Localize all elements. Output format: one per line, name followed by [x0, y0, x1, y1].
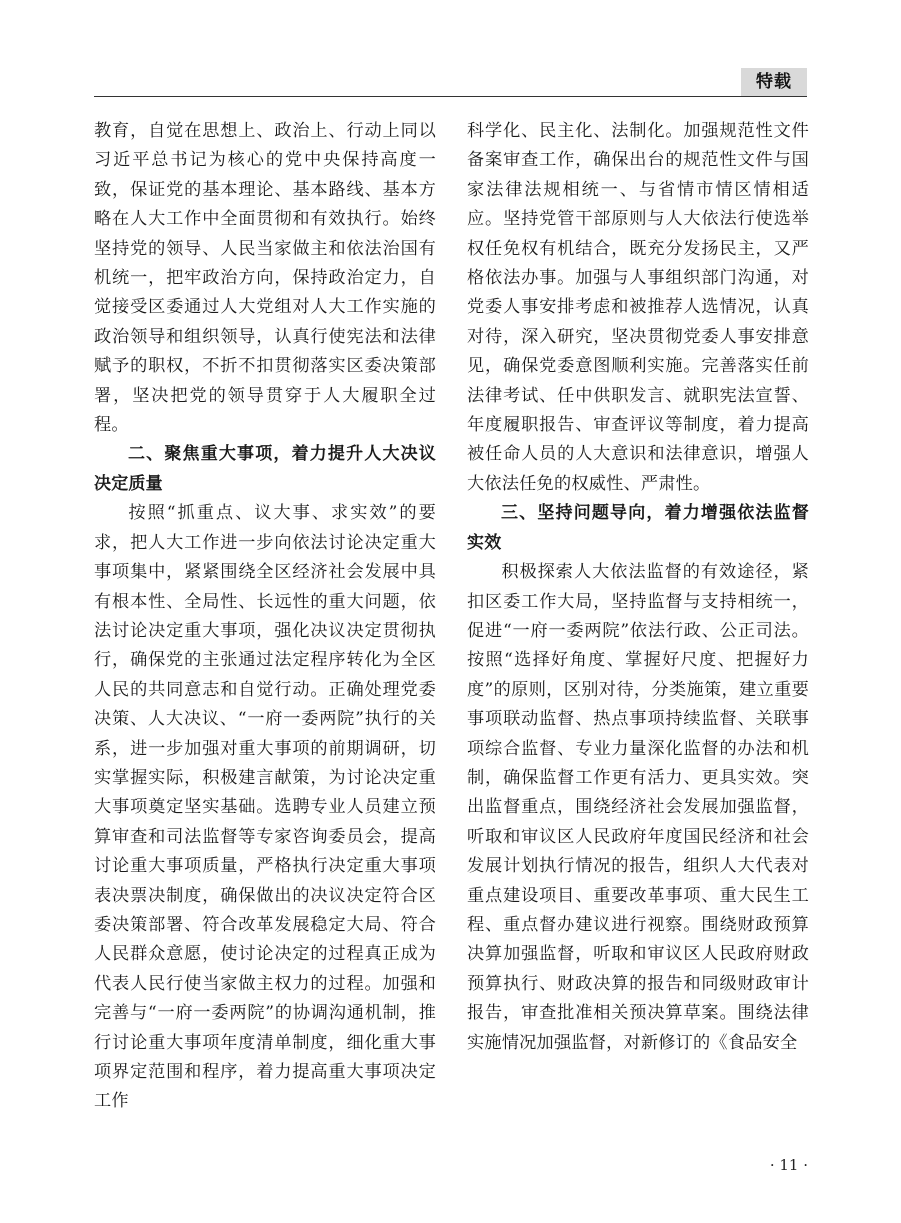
left-column — [94, 117, 436, 1117]
header-rule — [94, 96, 807, 97]
left-paragraph-1: 教育，自觉在思想上、政治上、行动上同以习近平总书记为核心的党中央保持高度一致，保证党的基本理论、基本路线、基本方略在人大工作中全面贯彻和有效执行。始终坚持党的领导、人民当家做主和依法治国有机统一，把牢政治方向，保持政治定力，自觉接受区委通过人大党组对人大工作实施的政治领导和组织领导，认真行使宪法和法律赋予的职权，不折不扣贯彻落实区委决策部署，坚决把党的领导贯穿于人大履职全过程。 — [94, 121, 436, 436]
section-heading-3: 三、坚持问题导向，着力增强依法监督实效 — [467, 503, 809, 553]
page-number: · 11 · — [769, 1156, 808, 1174]
section-heading-2: 二、聚焦重大事项，着力提升人大决议决定质量 — [94, 444, 436, 494]
section-label: 特载 — [741, 68, 807, 96]
right-column — [467, 117, 809, 1058]
left-paragraph-2: 按照“抓重点、议大事、求实效”的要求，把人大工作进一步向依法讨论决定重大事项集中，紧紧围绕全区经济社会发展中具有根本性、全局性、长远性的重大问题，依法讨论决定重大事项，强化决议决定贯彻执行，确保党的主张通过法定程序转化为全区人民的共同意志和自觉行动。正确处理党委决策、人大决议、“一府一委两院”执行的关系，进一步加强对重大事项的前期调研，切实掌握实际，积极建言献策，为讨论决定重大事项奠定坚实基础。选聘专业人员建立预算审查和司法监督等专家咨询委员会，提高讨论重大事项质量，严格执行决定重大事项表决票决制度，确保做出的决议决定符合区委决策部署、符合改革发展稳定大局、符合人民群众意愿，使讨论决定的过程真正成为代表人民行使当家做主权力的过程。加强和完善与“一府一委两院”的协调沟通机制，推行讨论重大事项年度清单制度，细化重大事项界定范围和程序，着力提高重大事项决定工作 — [94, 503, 436, 1112]
right-paragraph-1: 科学化、民主化、法制化。加强规范性文件备案审查工作，确保出台的规范性文件与国家法律法规相统一、与省情市情区情相适应。坚持党管干部原则与人大依法行使选举权任免权有机结合，既充分发扬民主，又严格依法办事。加强与人事组织部门沟通，对党委人事安排考虑和被推荐人选情况，认真对待，深入研究，坚决贯彻党委人事安排意见，确保党委意图顺利实施。完善落实任前法律考试、任中供职发言、就职宪法宣誓、年度履职报告、审查评议等制度，着力提高被任命人员的人大意识和法律意识，增强人大依法任免的权威性、严肃性。 — [467, 121, 809, 494]
right-paragraph-2: 积极探索人大依法监督的有效途径，紧扣区委工作大局，坚持监督与支持相统一，促进“一府一委两院”依法行政、公正司法。按照“选择好角度、掌握好尺度、把握好力度”的原则，区别对待，分类施策，建立重要事项联动监督、热点事项持续监督、关联事项综合监督、专业力量深化监督的办法和机制，确保监督工作更有活力、更具实效。突出监督重点，围绕经济社会发展加强监督，听取和审议区人民政府年度国民经济和社会发展计划执行情况的报告，组织人大代表对重点建设项目、重要改革事项、重大民生工程、重点督办建议进行视察。围绕财政预算决算加强监督，听取和审议区人民政府财政预算执行、财政决算的报告和同级财政审计报告，审查批准相关预决算草案。围绕法律实施情况加强监督，对新修订的《食品安全 — [467, 562, 809, 1053]
